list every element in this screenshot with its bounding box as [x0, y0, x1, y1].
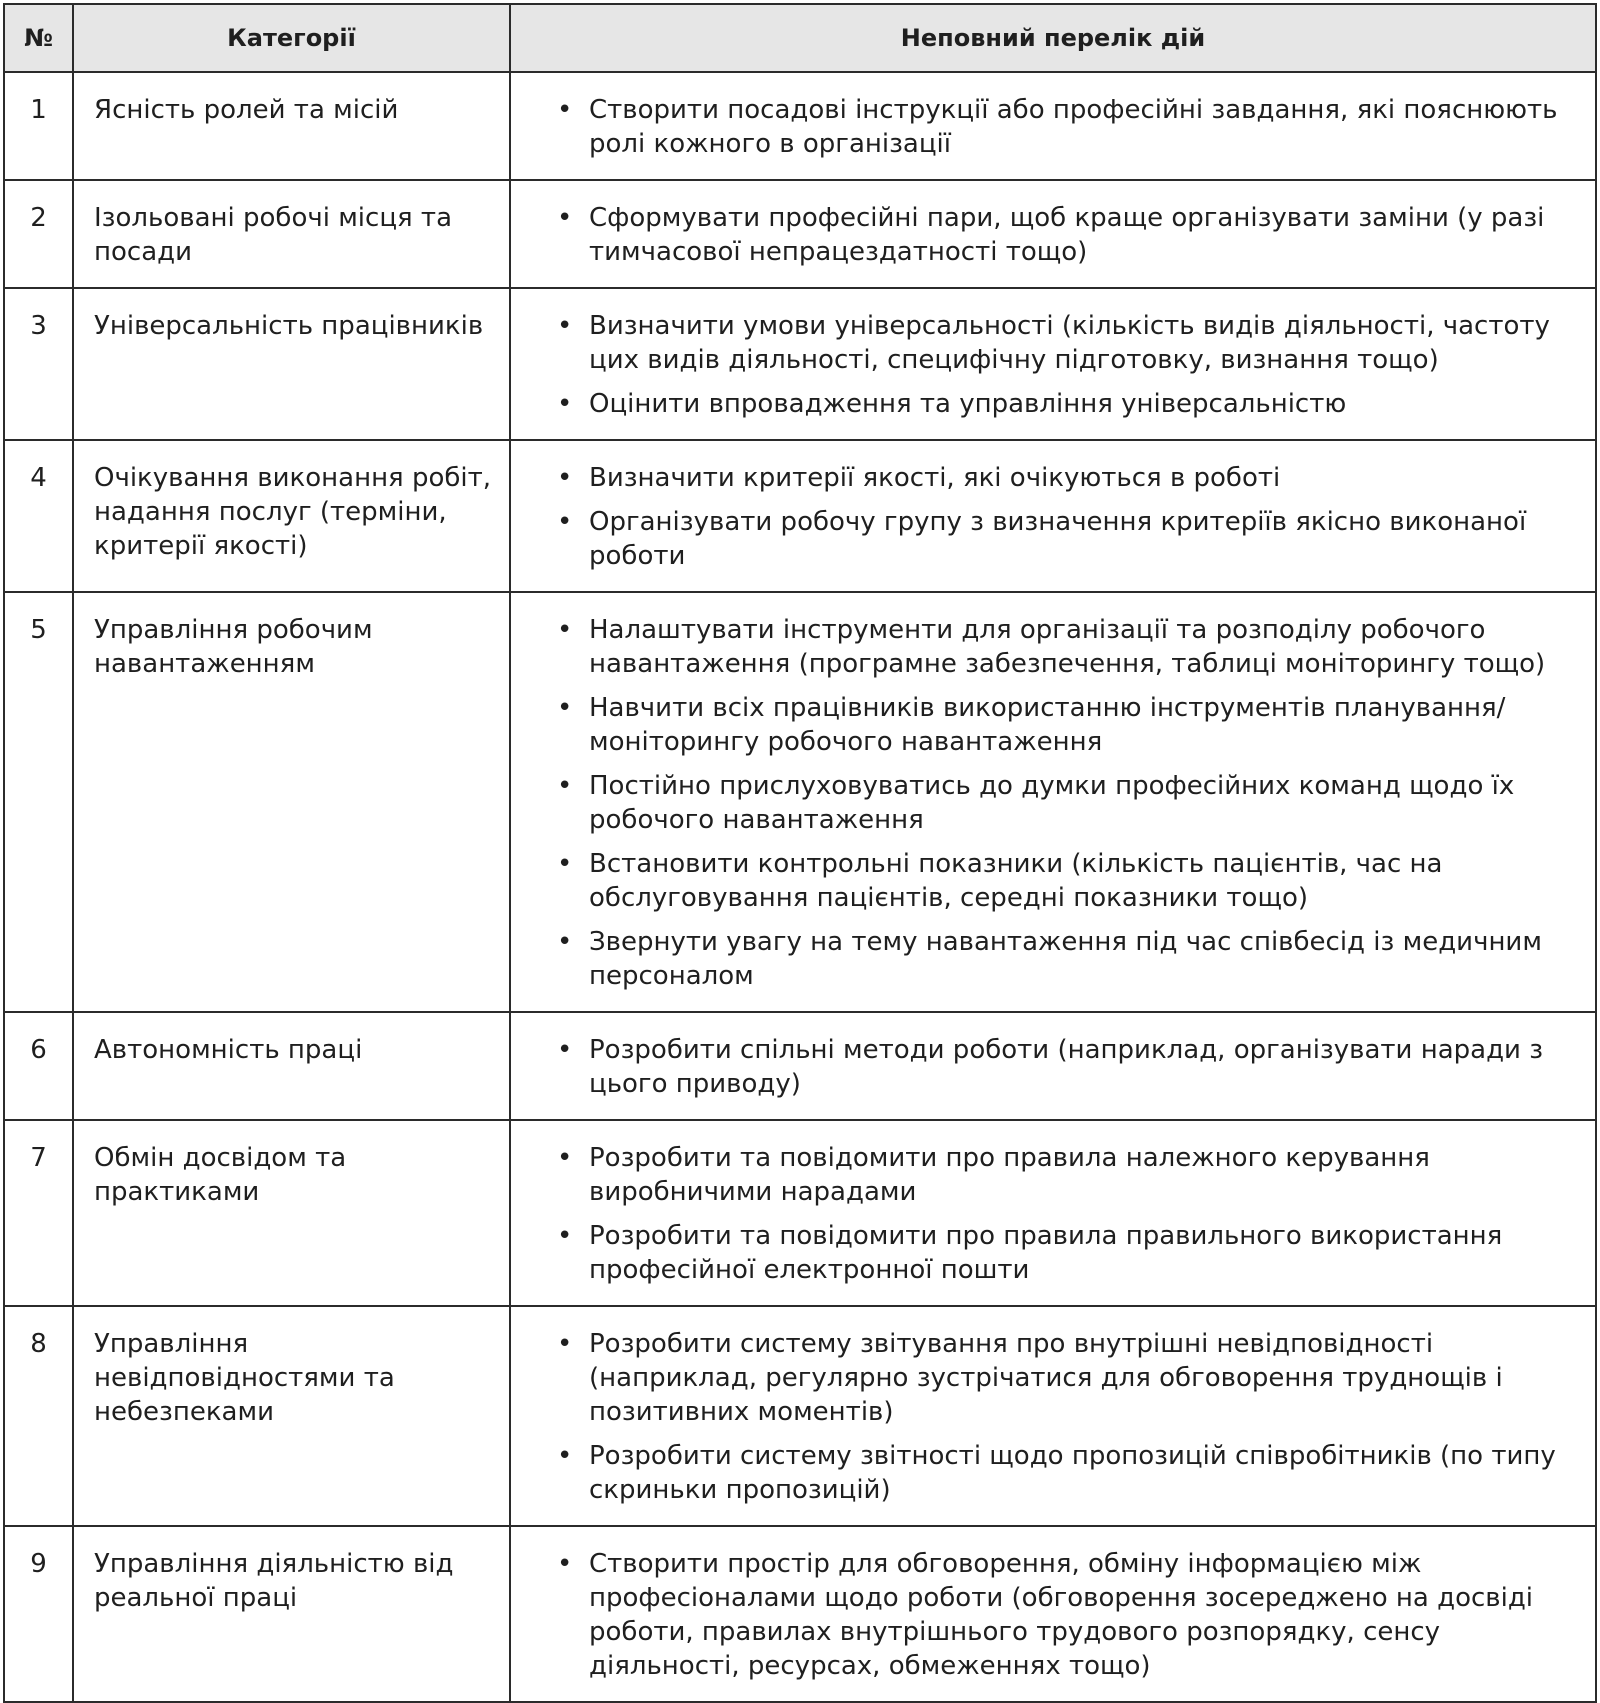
action-text: Розробити та повідомити про правила належного керування виробничими нарадами — [589, 1143, 1430, 1207]
row-actions — [510, 1306, 1596, 1526]
bullet-icon: • — [557, 615, 573, 645]
bullet-icon: • — [557, 203, 573, 233]
list-item — [553, 93, 1581, 161]
action-list — [553, 1547, 1581, 1683]
action-text: Розробити та повідомити про правила правильного використання професійної електронної пошти — [589, 1221, 1503, 1285]
row-number: 2 — [4, 180, 73, 288]
actions-table — [3, 3, 1597, 1703]
row-actions — [510, 592, 1596, 1012]
action-text: Організувати робочу групу з визначення критеріїв якісно виконаної роботи — [589, 507, 1527, 571]
table-body — [4, 72, 1596, 1702]
header-category: Категорії — [73, 4, 510, 72]
table-row — [4, 72, 1596, 180]
bullet-icon: • — [557, 1549, 573, 1579]
action-text: Створити простір для обговорення, обміну інформацією між професіоналами щодо роботи (обговорення зосереджено на досвіді роботи, правилах внутрішнього трудового розпорядку, сенсу діяльності, ресурсах, обмеженнях тощо) — [589, 1549, 1534, 1681]
list-item — [553, 201, 1581, 269]
action-list — [553, 201, 1581, 269]
action-text: Налаштувати інструменти для організації та розподілу робочого навантаження (програмне забезпечення, таблиці моніторингу тощо) — [589, 615, 1546, 679]
list-item — [553, 309, 1581, 377]
action-list — [553, 613, 1581, 993]
list-item — [553, 461, 1581, 495]
list-item — [553, 1141, 1581, 1209]
row-category: Управління діяльністю від реальної праці — [73, 1526, 510, 1702]
table-row — [4, 1526, 1596, 1702]
row-category: Очікування виконання робіт, надання послуг (терміни, критерії якості) — [73, 440, 510, 592]
action-text: Сформувати професійні пари, щоб краще організувати заміни (у разі тимчасової непрацездатності тощо) — [589, 203, 1545, 267]
header-number: № — [4, 4, 73, 72]
bullet-icon: • — [557, 693, 573, 723]
bullet-icon: • — [557, 1221, 573, 1251]
action-list — [553, 309, 1581, 421]
action-text: Навчити всіх працівників використанню інструментів планування/ моніторингу робочого навантаження — [589, 693, 1506, 757]
action-list — [553, 1327, 1581, 1507]
table-row — [4, 1012, 1596, 1120]
row-number: 1 — [4, 72, 73, 180]
action-text: Встановити контрольні показники (кількість пацієнтів, час на обслуговування пацієнтів, середні показники тощо) — [589, 849, 1443, 913]
table-row — [4, 288, 1596, 440]
row-category: Обмін досвідом та практиками — [73, 1120, 510, 1306]
row-category: Універсальність працівників — [73, 288, 510, 440]
row-number: 5 — [4, 592, 73, 1012]
bullet-icon: • — [557, 771, 573, 801]
action-text: Розробити систему звітування про внутрішні невідповідності (наприклад, регулярно зустрічатися для обговорення труднощів і позитивних моментів) — [589, 1329, 1503, 1427]
action-text: Розробити систему звітності щодо пропозицій співробітників (по типу скриньки пропозицій) — [589, 1441, 1556, 1505]
list-item — [553, 1033, 1581, 1101]
action-text: Визначити критерії якості, які очікуються в роботі — [589, 463, 1281, 493]
list-item — [553, 847, 1581, 915]
table-row — [4, 1306, 1596, 1526]
list-item — [553, 691, 1581, 759]
bullet-icon: • — [557, 507, 573, 537]
row-category: Автономність праці — [73, 1012, 510, 1120]
bullet-icon: • — [557, 389, 573, 419]
bullet-icon: • — [557, 1143, 573, 1173]
row-category: Ізольовані робочі місця та посади — [73, 180, 510, 288]
action-list — [553, 93, 1581, 161]
action-list — [553, 1033, 1581, 1101]
list-item — [553, 613, 1581, 681]
bullet-icon: • — [557, 849, 573, 879]
list-item — [553, 925, 1581, 993]
row-actions — [510, 72, 1596, 180]
bullet-icon: • — [557, 95, 573, 125]
list-item — [553, 387, 1581, 421]
row-actions — [510, 180, 1596, 288]
row-actions — [510, 1012, 1596, 1120]
list-item — [553, 1219, 1581, 1287]
row-category: Управління робочим навантаженням — [73, 592, 510, 1012]
row-number: 9 — [4, 1526, 73, 1702]
action-text: Звернути увагу на тему навантаження під час співбесід із медичним персоналом — [589, 927, 1542, 991]
list-item — [553, 769, 1581, 837]
list-item — [553, 505, 1581, 573]
row-category: Ясність ролей та місій — [73, 72, 510, 180]
action-list — [553, 1141, 1581, 1287]
row-actions — [510, 1120, 1596, 1306]
table-row — [4, 592, 1596, 1012]
row-number: 3 — [4, 288, 73, 440]
action-text: Розробити спільні методи роботи (наприклад, організувати наради з цього приводу) — [589, 1035, 1544, 1099]
bullet-icon: • — [557, 1441, 573, 1471]
action-text: Постійно прислуховуватись до думки професійних команд щодо їх робочого навантаження — [589, 771, 1515, 835]
row-category: Управління невідповідностями та небезпеками — [73, 1306, 510, 1526]
bullet-icon: • — [557, 463, 573, 493]
list-item — [553, 1439, 1581, 1507]
action-text: Створити посадові інструкції або професійні завдання, які пояснюють ролі кожного в організації — [589, 95, 1558, 159]
bullet-icon: • — [557, 1329, 573, 1359]
row-actions — [510, 440, 1596, 592]
action-text: Оцінити впровадження та управління універсальністю — [589, 389, 1347, 419]
action-list — [553, 461, 1581, 573]
row-actions — [510, 1526, 1596, 1702]
row-number: 6 — [4, 1012, 73, 1120]
table-row — [4, 180, 1596, 288]
bullet-icon: • — [557, 1035, 573, 1065]
table-row — [4, 440, 1596, 592]
header-actions: Неповний перелік дій — [510, 4, 1596, 72]
table-header-row — [4, 4, 1596, 72]
row-number: 7 — [4, 1120, 73, 1306]
bullet-icon: • — [557, 927, 573, 957]
table-row — [4, 1120, 1596, 1306]
row-number: 8 — [4, 1306, 73, 1526]
action-text: Визначити умови універсальності (кількість видів діяльності, частоту цих видів діяльності, специфічну підготовку, визнання тощо) — [589, 311, 1550, 375]
list-item — [553, 1327, 1581, 1429]
bullet-icon: • — [557, 311, 573, 341]
row-actions — [510, 288, 1596, 440]
list-item — [553, 1547, 1581, 1683]
row-number: 4 — [4, 440, 73, 592]
